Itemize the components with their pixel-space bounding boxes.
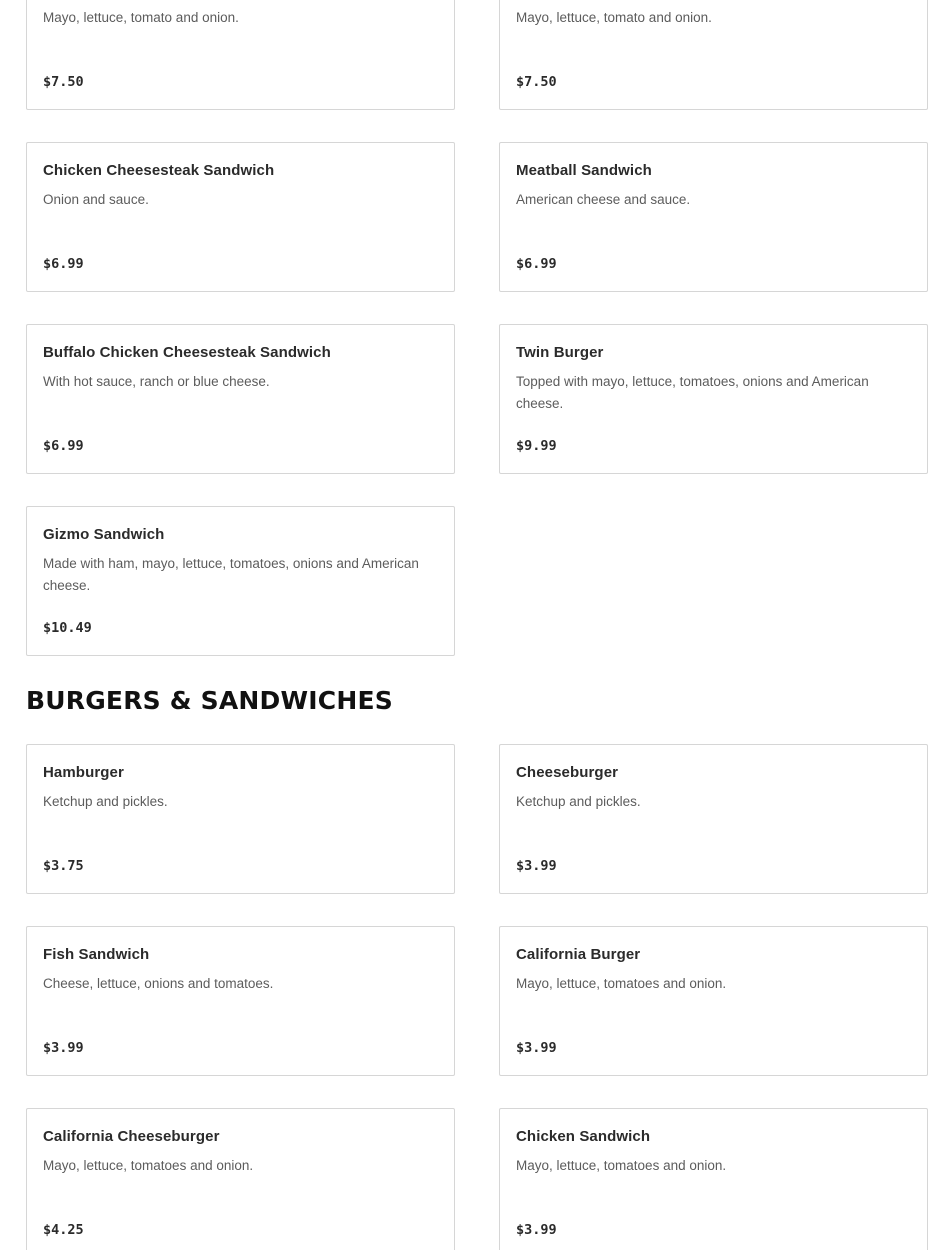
menu-item-price: $3.99 <box>516 858 557 874</box>
menu-item-card[interactable] <box>499 0 928 110</box>
menu-item-card[interactable] <box>499 142 928 292</box>
menu-item-card[interactable] <box>499 324 928 474</box>
menu-item-description: American cheese and sauce. <box>516 192 691 207</box>
menu-item-name: Chicken Sandwich <box>516 1128 651 1145</box>
menu-item-price: $6.99 <box>516 256 557 272</box>
menu-item-card[interactable] <box>26 926 455 1076</box>
menu-item-price: $3.99 <box>516 1222 557 1238</box>
menu-item-description: Mayo, lettuce, tomatoes and onion. <box>43 1158 254 1173</box>
menu-item-price: $3.75 <box>43 858 84 874</box>
menu-item-description: Topped with mayo, lettuce, tomatoes, onions and American cheese. <box>516 374 869 411</box>
menu-item-price: $6.99 <box>43 256 84 272</box>
menu-item-description: Mayo, lettuce, tomatoes and onion. <box>516 976 727 991</box>
menu-item-price: $7.50 <box>43 74 84 90</box>
menu-item-price: $10.49 <box>43 620 92 636</box>
menu-item-card[interactable] <box>26 142 455 292</box>
menu-item-card[interactable] <box>499 1108 928 1250</box>
menu-item-description: With hot sauce, ranch or blue cheese. <box>43 374 270 389</box>
menu-item-name: Cheeseburger <box>516 764 619 781</box>
menu-item-price: $3.99 <box>43 1040 84 1056</box>
menu-item-description: Ketchup and pickles. <box>43 794 168 809</box>
menu-item-name: California Burger <box>516 946 641 963</box>
menu-item-name: Hamburger <box>43 764 124 781</box>
menu-item-description: Ketchup and pickles. <box>516 794 641 809</box>
menu-item-description: Mayo, lettuce, tomato and onion. <box>516 10 712 25</box>
menu-item-card[interactable] <box>26 744 455 894</box>
menu-item-name: Buffalo Chicken Cheesesteak Sandwich <box>43 344 331 361</box>
menu-item-price: $9.99 <box>516 438 557 454</box>
menu-item-card[interactable] <box>26 1108 455 1250</box>
menu-item-card[interactable] <box>499 744 928 894</box>
menu-item-description: Cheese, lettuce, onions and tomatoes. <box>43 976 274 991</box>
menu-item-description: Onion and sauce. <box>43 192 149 207</box>
menu-item-price: $4.25 <box>43 1222 84 1238</box>
menu-item-name: Fish Sandwich <box>43 946 150 963</box>
menu-item-price: $3.99 <box>516 1040 557 1056</box>
menu-item-card[interactable] <box>26 0 455 110</box>
section-title: BURGERS & SANDWICHES <box>26 686 393 715</box>
menu-item-card[interactable] <box>26 324 455 474</box>
menu-item-name: Twin Burger <box>516 344 604 361</box>
menu-item-name: Gizmo Sandwich <box>43 526 165 543</box>
menu-item-price: $7.50 <box>516 74 557 90</box>
menu-item-description: Made with ham, mayo, lettuce, tomatoes, onions and American cheese. <box>43 556 419 593</box>
menu-item-card[interactable] <box>499 926 928 1076</box>
menu-item-name: Meatball Sandwich <box>516 162 652 179</box>
menu-item-description: Mayo, lettuce, tomatoes and onion. <box>516 1158 727 1173</box>
menu-item-name: Chicken Cheesesteak Sandwich <box>43 162 275 179</box>
menu-item-price: $6.99 <box>43 438 84 454</box>
menu-item-card[interactable] <box>26 506 455 656</box>
menu-item-description: Mayo, lettuce, tomato and onion. <box>43 10 239 25</box>
menu-item-name: California Cheeseburger <box>43 1128 220 1145</box>
